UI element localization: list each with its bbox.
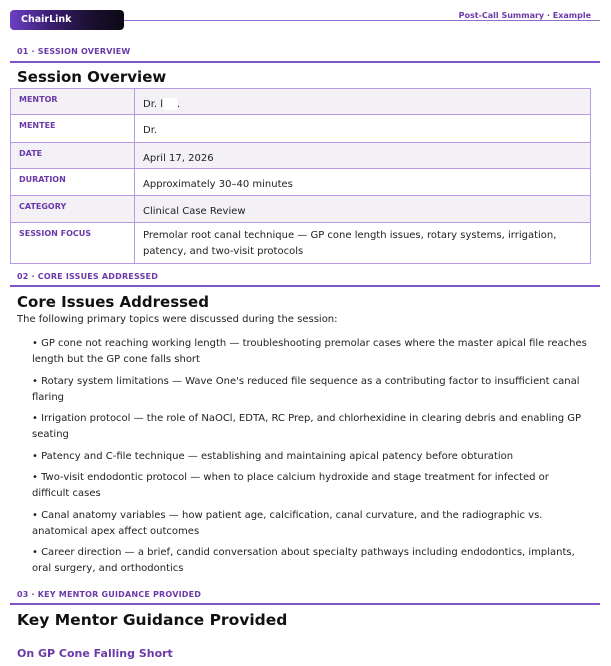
section-rule-guidance — [10, 603, 600, 605]
row-label: MENTOR — [11, 89, 135, 115]
chairlink-logo: ChairLink — [10, 10, 124, 30]
heading-core-issues: Core Issues Addressed — [17, 293, 209, 311]
row-label: MENTEE — [11, 115, 135, 143]
row-label: SESSION FOCUS — [11, 223, 135, 264]
row-label: DURATION — [11, 169, 135, 196]
heading-session-overview: Session Overview — [17, 68, 167, 86]
list-item: • GP cone not reaching working length — troubleshooting premolar cases where the master apical file reaches length but the GP cone falls short — [32, 338, 587, 365]
list-item: • Two-visit endodontic protocol — when to place calcium hydroxide and stage treatment for infected or difficult cases — [32, 472, 549, 499]
table-row — [11, 143, 591, 169]
row-value: Premolar root canal technique — GP cone length issues, rotary systems, irrigation, patency, and two-visit protocols — [135, 223, 591, 264]
list-item: • Patency and C-file technique — establishing and maintaining apical patency before obturation — [32, 450, 514, 462]
list-item: • Canal anatomy variables — how patient age, calcification, canal curvature, and the radiographic vs. anatomical apex affect outcomes — [32, 509, 543, 537]
issues-list — [32, 336, 587, 583]
section-number-overview: 01 · SESSION OVERVIEW — [17, 47, 131, 56]
heading-key-guidance: Key Mentor Guidance Provided — [17, 611, 288, 629]
section-rule-overview — [10, 61, 600, 63]
section-number-issues: 02 · CORE ISSUES ADDRESSED — [17, 272, 159, 281]
row-value: April 17, 2026 — [135, 143, 591, 169]
section-rule-issues — [10, 285, 600, 287]
row-label: DATE — [11, 143, 135, 169]
row-value-mentor: Dr. l . — [135, 89, 591, 115]
session-overview-table — [10, 88, 591, 264]
table-row — [11, 169, 591, 196]
row-value: Approximately 30–40 minutes — [135, 169, 591, 196]
table-row — [11, 196, 591, 223]
issues-intro: The following primary topics were discussed during the session: — [17, 314, 338, 325]
table-row — [11, 89, 591, 115]
list-item: • Rotary system limitations — Wave One's reduced file sequence as a contributing factor to insufficient canal flaring — [32, 375, 580, 403]
list-item: • Irrigation protocol — the role of NaOCl, EDTA, RC Prep, and chlorhexidine in clearing debris and enabling GP seating — [32, 413, 582, 440]
row-value: Dr. — [135, 115, 591, 143]
table-row — [11, 223, 591, 264]
document-label: Post-Call Summary · Example — [458, 11, 591, 20]
table-row — [11, 115, 591, 143]
row-value: Clinical Case Review — [135, 196, 591, 223]
list-item: • Career direction — a brief, candid conversation about specialty pathways including endodontics, implants, oral surgery, and orthodontics — [32, 547, 575, 574]
row-label: CATEGORY — [11, 196, 135, 223]
subheading-gp-cone: On GP Cone Falling Short — [17, 647, 173, 660]
section-number-guidance: 03 · KEY MENTOR GUIDANCE PROVIDED — [17, 590, 202, 599]
